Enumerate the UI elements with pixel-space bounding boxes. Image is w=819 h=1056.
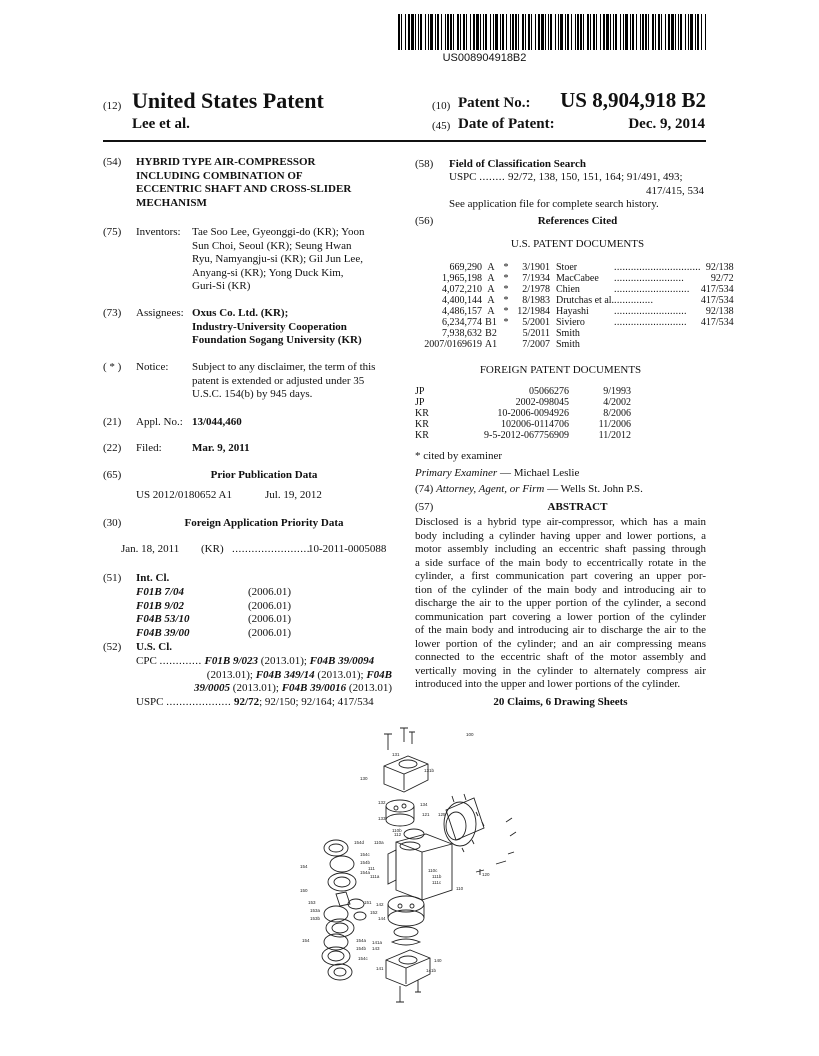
abstract-line: motor assembly including an eccentric shaft passing through [415, 543, 706, 555]
ref-kind: A [487, 295, 495, 306]
ref-cls: 92/138 [705, 306, 734, 317]
figure-reference-label: 154b [360, 860, 371, 865]
barcode-bar [502, 14, 504, 50]
figure-reference-label: 110a [374, 840, 384, 845]
barcode-bar [457, 14, 459, 50]
figure-reference-label: 125 [438, 812, 446, 817]
ref-name: Hayashi [556, 306, 589, 317]
field-of-search: USPC ........ 92/72, 138, 150, 151, 164; 91/491, 493; 417/415, 534 See application file for complete search history. [449, 171, 704, 210]
barcode-bar [535, 14, 536, 50]
ref-cls: 417/534 [700, 317, 734, 328]
ref-date: 12/1984 [517, 306, 550, 317]
barcode-bar [453, 14, 454, 50]
figure-reference-label: 151 [364, 900, 372, 905]
references-cited-title: References Cited [537, 215, 618, 227]
foreign-docs-title: FOREIGN PATENT DOCUMENTS [479, 364, 642, 376]
abstract-line: cylinder, a first communication part covering an upper por- [415, 570, 706, 582]
ref-no: 6,234,774 [442, 317, 482, 328]
barcode-bar [510, 14, 511, 50]
barcode-bar [668, 14, 670, 50]
barcode-bar [525, 14, 526, 50]
barcode-bar [518, 14, 519, 50]
patent-no-label: Patent No.: [458, 95, 531, 111]
figure-reference-label: 150 [300, 888, 308, 893]
barcode-bar [483, 14, 484, 50]
ref-cls [701, 339, 734, 350]
ref-star: * [503, 295, 509, 306]
barcode-bar [575, 14, 576, 50]
ref-star: * [503, 262, 509, 273]
attorney: (74) Attorney, Agent, or Firm — Wells St. John P.S. [415, 483, 643, 495]
ref-dots: ........................... [614, 284, 690, 295]
barcode-bar [428, 14, 429, 50]
figure-reference-label: 100 [466, 732, 474, 737]
figure-reference-label: 154d [354, 840, 365, 845]
barcode-bar [398, 14, 400, 50]
ref-kind: B2 [485, 328, 497, 339]
date-of-patent: Dec. 9, 2014 [628, 116, 705, 132]
inventors-label: Inventors: [136, 226, 181, 238]
barcode-bar [625, 14, 628, 50]
invention-title: HYBRID TYPE AIR-COMPRESSOR INCLUDING COMBINATION OF ECCENTRIC SHAFT AND CROSS-SLIDER MECHANISM [136, 156, 352, 209]
barcode-bar [470, 14, 471, 50]
foreign-no: 2002-098045 [515, 397, 569, 408]
barcode-bar [473, 14, 475, 50]
us-reference-row [420, 306, 734, 317]
barcode-bar [480, 14, 481, 50]
figure-reference-label: 121 [422, 812, 430, 817]
code-58: (58) [415, 158, 434, 170]
figure-reference-label: 154 [300, 864, 308, 869]
code-22: (22) [103, 442, 122, 454]
us-reference-row [420, 273, 734, 284]
prior-pub-no: US 2012/0180652 A1 [136, 489, 232, 501]
assignees-list: Oxus Co. Ltd. (KR); Industry-University Cooperation Foundation Sogang University (KR) [192, 307, 362, 346]
figure-reference-label: 134 [420, 802, 428, 807]
barcode-bar [620, 14, 621, 50]
barcode-bar [485, 14, 487, 50]
figure-reference-label: 154a [356, 938, 367, 943]
barcode-bar [512, 14, 514, 50]
ref-no: 4,486,157 [442, 306, 482, 317]
barcode-bar [655, 14, 656, 50]
barcode-bar [425, 14, 426, 50]
us-references-table [420, 262, 734, 350]
ref-cls: 417/534 [700, 284, 734, 295]
ref-star [500, 328, 512, 339]
code-75: (75) [103, 226, 122, 238]
abstract-line: Disclosed is a hybrid type air-compressor, which has a main [415, 516, 706, 528]
appl-no-label: Appl. No.: [136, 416, 183, 428]
int-cl-item: F04B 39/00 (2006.01) [136, 626, 292, 639]
barcode-bar [645, 14, 647, 50]
ref-name: Smith [556, 328, 580, 339]
ref-no: 2007/0169619 [424, 339, 482, 350]
abstract-line: of the main body and introducing air to discharge the air to the [415, 624, 706, 636]
priority-date: Jan. 18, 2011 [121, 543, 180, 555]
abstract-title: ABSTRACT [547, 501, 608, 513]
header-rule [103, 140, 706, 142]
barcode-bar [541, 14, 544, 50]
barcode-bar [671, 14, 674, 50]
ref-kind: A1 [484, 339, 498, 350]
notice-label: Notice: [136, 361, 169, 373]
cpc-block: CPC ............. F01B 9/023 (2013.01); F04B 39/0094 (2013.01); F04B 349/14 (2013.01); F04B 39/0005 (2013.01); F04B 39/0016 (2013.01) USPC .................... 92/72; 92/150; 92/164; 417/534 [136, 655, 392, 708]
barcode-bar [545, 14, 546, 50]
barcode-bar [408, 14, 410, 50]
barcode-bar [500, 14, 501, 50]
prior-pub-date: Jul. 19, 2012 [265, 489, 322, 501]
barcode-bar [640, 14, 641, 50]
figure-reference-label: 133 [378, 816, 386, 821]
foreign-no: 9-5-2012-067756909 [484, 430, 569, 441]
code-10: (10) [432, 100, 451, 112]
barcode-bar [583, 14, 584, 50]
code-21: (21) [103, 416, 122, 428]
abstract-line: vertically moving in the cylinder to alternately compress air [415, 664, 706, 677]
us-cl-label: U.S. Cl. [136, 641, 173, 653]
ref-kind: A [487, 273, 495, 284]
code-51: (51) [103, 572, 122, 584]
barcode-bar [600, 14, 601, 50]
ref-cls [701, 328, 734, 339]
ref-name: Smith [556, 339, 580, 350]
int-cl-item: F01B 7/04 (2006.01) [136, 586, 292, 598]
ref-date: 7/1934 [522, 273, 550, 284]
barcode-bar [642, 14, 644, 50]
barcode-bar [558, 14, 559, 50]
filed-label: Filed: [136, 442, 162, 454]
ref-no: 7,938,632 [442, 328, 482, 339]
figure-reference-label: 112 [394, 832, 402, 837]
field-of-search-title: Field of Classification Search [449, 158, 586, 170]
barcode [398, 14, 706, 50]
code-45: (45) [432, 120, 451, 132]
barcode-bar [690, 14, 693, 50]
abstract-line: introduced into the upper and lower portions of the cylinder. [415, 678, 681, 690]
figure-reference-label: 140 [434, 958, 442, 963]
figure-reference-label: 111a [370, 874, 380, 879]
barcode-bar [447, 14, 449, 50]
foreign-date: 11/2006 [598, 419, 631, 430]
barcode-bar [596, 14, 597, 50]
barcode-bar [550, 14, 552, 50]
ref-no: 4,400,144 [442, 295, 482, 306]
barcode-bar [506, 14, 507, 50]
figure-reference-label: 131 [392, 752, 400, 757]
figure-reference-label: 152 [370, 910, 378, 915]
barcode-bar [401, 14, 402, 50]
code-52: (52) [103, 641, 122, 653]
ref-star: * [503, 317, 509, 328]
barcode-bar [548, 14, 549, 50]
foreign-reference-row [415, 419, 631, 430]
barcode-bar [632, 14, 634, 50]
barcode-bar [567, 14, 569, 50]
barcode-bar [658, 14, 660, 50]
ref-dots: .......................... [614, 306, 687, 317]
barcode-bar [405, 14, 406, 50]
cited-by-examiner-note: * cited by examiner [415, 450, 503, 462]
foreign-reference-row [415, 386, 631, 397]
figure-reference-label: 153a [310, 908, 321, 913]
priority-dots: ........................ [232, 543, 310, 555]
barcode-number: US008904918B2 [442, 52, 527, 64]
figure-reference-label: 144 [378, 916, 386, 921]
figure-reference-label: 153b [310, 916, 321, 921]
barcode-bar [623, 14, 624, 50]
barcode-bar [493, 14, 494, 50]
barcode-bar [538, 14, 540, 50]
foreign-no: 05066276 [529, 386, 569, 397]
us-reference-row [420, 295, 734, 306]
barcode-bar [466, 14, 467, 50]
figure-reference-label: 143 [372, 946, 380, 951]
barcode-bar [661, 14, 662, 50]
document-type-title: United States Patent [132, 88, 324, 113]
foreign-reference-row [415, 408, 631, 419]
barcode-bar [688, 14, 689, 50]
ref-name: Siviero [556, 317, 585, 328]
barcode-bar [571, 14, 572, 50]
priority-no: 10-2011-0005088 [308, 543, 387, 555]
assignees-label: Assignees: [136, 307, 184, 319]
barcode-bar [411, 14, 414, 50]
barcode-bar [490, 14, 491, 50]
barcode-bar [580, 14, 582, 50]
abstract-line: discharge the air to the upper portion of the cylinder, a second [415, 597, 706, 609]
abstract-line: tion of the cylinder of the main body and introducing air to [415, 583, 706, 596]
code-notice: ( * ) [103, 361, 122, 373]
figure-reference-label: 120 [482, 872, 490, 877]
priority-country: (KR) [201, 543, 224, 555]
ref-name: MacCabee [556, 273, 599, 284]
ref-kind: A [487, 262, 495, 273]
figure-reference-label: 111c [432, 880, 442, 885]
barcode-bar [678, 14, 679, 50]
int-cl-label: Int. Cl. [136, 572, 170, 584]
barcode-bar [435, 14, 436, 50]
ref-cls: 92/72 [710, 273, 734, 284]
barcode-bar [515, 14, 517, 50]
figure-reference-label: 130 [360, 776, 368, 781]
barcode-bar [615, 14, 617, 50]
ref-no: 1,965,198 [442, 273, 482, 284]
barcode-bar [522, 14, 524, 50]
barcode-bar [665, 14, 666, 50]
ref-name: Drutchas et al. [556, 295, 615, 306]
barcode-bar [695, 14, 696, 50]
barcode-bar [460, 14, 461, 50]
barcode-bar [705, 14, 706, 50]
ref-no: 669,290 [449, 262, 482, 273]
abstract-line: body including a cylinder having upper and lower portions, a [415, 529, 706, 542]
ref-star: * [503, 306, 509, 317]
code-12: (12) [103, 100, 122, 112]
figure-reference-label: 111b [432, 874, 442, 879]
claims-summary: 20 Claims, 6 Drawing Sheets [493, 696, 628, 708]
us-reference-row [420, 328, 734, 339]
ref-cls: 92/138 [705, 262, 734, 273]
ref-name: Chien [556, 284, 580, 295]
foreign-date: 8/2006 [603, 408, 631, 419]
foreign-date: 4/2002 [603, 397, 631, 408]
code-57: (57) [415, 501, 434, 513]
figure-reference-label: 141a [372, 940, 383, 945]
figure-reference-label: 110c [428, 868, 438, 873]
barcode-bar [420, 14, 422, 50]
barcode-bar [528, 14, 530, 50]
foreign-priority-title: Foreign Application Priority Data [184, 517, 344, 529]
barcode-bar [648, 14, 649, 50]
ref-no: 4,072,210 [442, 284, 482, 295]
barcode-bar [697, 14, 699, 50]
foreign-cc: JP [415, 386, 425, 397]
foreign-cc: JP [415, 397, 425, 408]
ref-kind: A [487, 306, 495, 317]
barcode-bar [430, 14, 433, 50]
barcode-bar [675, 14, 676, 50]
figure-reference-label: 154c [360, 852, 370, 857]
us-reference-row [420, 339, 734, 350]
us-docs-title: U.S. PATENT DOCUMENTS [510, 238, 645, 250]
barcode-bar [555, 14, 556, 50]
barcode-bar [437, 14, 439, 50]
barcode-bar [630, 14, 631, 50]
ref-kind: B1 [485, 317, 497, 328]
figure-reference-label: 154c [358, 956, 368, 961]
barcode-bar [577, 14, 579, 50]
figure-reference-label: 154b [356, 946, 367, 951]
abstract-text [415, 516, 706, 692]
barcode-bar [613, 14, 614, 50]
ref-dots: ......................... [614, 273, 685, 284]
ref-date: 5/2001 [522, 317, 550, 328]
abstract-line: lower portion of the cylinder; and an air compressing means [415, 637, 706, 650]
ref-dots: ............................... [614, 262, 701, 273]
barcode-bar [445, 14, 446, 50]
foreign-cc: KR [415, 430, 429, 441]
code-65: (65) [103, 469, 122, 481]
barcode-bar [531, 14, 532, 50]
primary-examiner: Primary Examiner — Michael Leslie [415, 467, 580, 479]
barcode-bar [418, 14, 419, 50]
barcode-bar [636, 14, 637, 50]
ref-star: * [503, 284, 509, 295]
code-73: (73) [103, 307, 122, 319]
ref-date: 8/1983 [522, 295, 550, 306]
figure-reference-label: 154a [360, 870, 371, 875]
abstract-line: communication part covering a lower portion of the cylinder [415, 610, 706, 623]
figure-reference-label: 142 [376, 902, 384, 907]
ref-cls: 417/534 [700, 295, 734, 306]
figure-reference-label: 131b [424, 768, 435, 773]
figure-reference-label: 153 [308, 900, 316, 905]
abstract-line: a side surface of the main body to eccentrically rotate in the [415, 556, 706, 569]
us-reference-row [420, 284, 734, 295]
figure-reference-label: 110b [392, 828, 402, 833]
us-reference-row [420, 262, 734, 273]
barcode-bar [476, 14, 479, 50]
notice-text: Subject to any disclaimer, the term of this patent is extended or adjusted under 35 U.S.C. 154(b) by 945 days. [192, 361, 376, 400]
barcode-bar [606, 14, 609, 50]
ref-dots [614, 339, 701, 350]
appl-no: 13/044,460 [192, 416, 242, 428]
foreign-date: 11/2012 [598, 430, 631, 441]
inventor-short: Lee et al. [132, 116, 190, 132]
int-cl-item: F01B 9/02 (2006.01) [136, 599, 292, 612]
barcode-bar [441, 14, 442, 50]
barcode-bar [587, 14, 589, 50]
ref-date: 3/1901 [522, 262, 550, 273]
figure-reference-label: 110 [456, 886, 464, 891]
code-56: (56) [415, 215, 434, 227]
barcode-bar [685, 14, 686, 50]
foreign-cc: KR [415, 408, 429, 419]
barcode-bar [415, 14, 416, 50]
foreign-reference-row [415, 397, 631, 408]
barcode-bar [590, 14, 591, 50]
figure-reference-label: 141b [426, 968, 437, 973]
barcode-bar [652, 14, 654, 50]
barcode-bar [495, 14, 498, 50]
date-of-patent-label: Date of Patent: [458, 116, 555, 132]
barcode-bar [560, 14, 563, 50]
ref-name: Stoer [556, 262, 578, 273]
code-30: (30) [103, 517, 122, 529]
prior-pub-title: Prior Publication Data [210, 469, 318, 481]
int-cl-item: F04B 53/10 (2006.01) [136, 613, 292, 625]
foreign-reference-row [415, 430, 631, 441]
abstract-line: connected to the eccentric shaft of the motor assembly and [415, 651, 706, 663]
barcode-bar [463, 14, 465, 50]
patent-number: US 8,904,918 B2 [560, 88, 706, 112]
barcode-bar [565, 14, 566, 50]
ref-star [500, 339, 512, 350]
code-54: (54) [103, 156, 122, 168]
figure-reference-label: 141 [376, 966, 384, 971]
ref-date: 5/2011 [522, 328, 550, 339]
barcode-bar [680, 14, 682, 50]
compressor-exploded-drawing [296, 724, 526, 1006]
ref-dots: .............. [614, 295, 654, 306]
us-reference-row [420, 317, 734, 328]
foreign-references-table [415, 386, 631, 441]
barcode-bar [701, 14, 702, 50]
barcode-bar [603, 14, 605, 50]
figure-reference-label: 154 [302, 938, 310, 943]
ref-dots [614, 328, 701, 339]
barcode-bar [593, 14, 595, 50]
barcode-bar [610, 14, 611, 50]
figure-reference-label: 111 [368, 866, 375, 871]
foreign-no: 10-2006-0094926 [497, 408, 569, 419]
ref-star: * [503, 273, 509, 284]
inventors-list: Tae Soo Lee, Gyeonggi-do (KR); Yoon Sun Choi, Seoul (KR); Seung Hwan Ryu, Namyangju-si (KR); Gil Jun Lee, Anyang-si (KR); Yong Duck Kim, Guri-Si (KR) [192, 226, 365, 292]
foreign-no: 102006-0114706 [501, 419, 569, 430]
ref-date: 7/2007 [522, 339, 550, 350]
ref-kind: A [487, 284, 495, 295]
filed-date: Mar. 9, 2011 [192, 442, 250, 454]
foreign-cc: KR [415, 419, 429, 430]
barcode-bar [450, 14, 452, 50]
foreign-date: 9/1993 [603, 386, 631, 397]
figure-reference-label: 132 [378, 800, 386, 805]
int-cl-list [136, 586, 291, 640]
ref-dots: .......................... [614, 317, 687, 328]
ref-date: 2/1978 [522, 284, 550, 295]
